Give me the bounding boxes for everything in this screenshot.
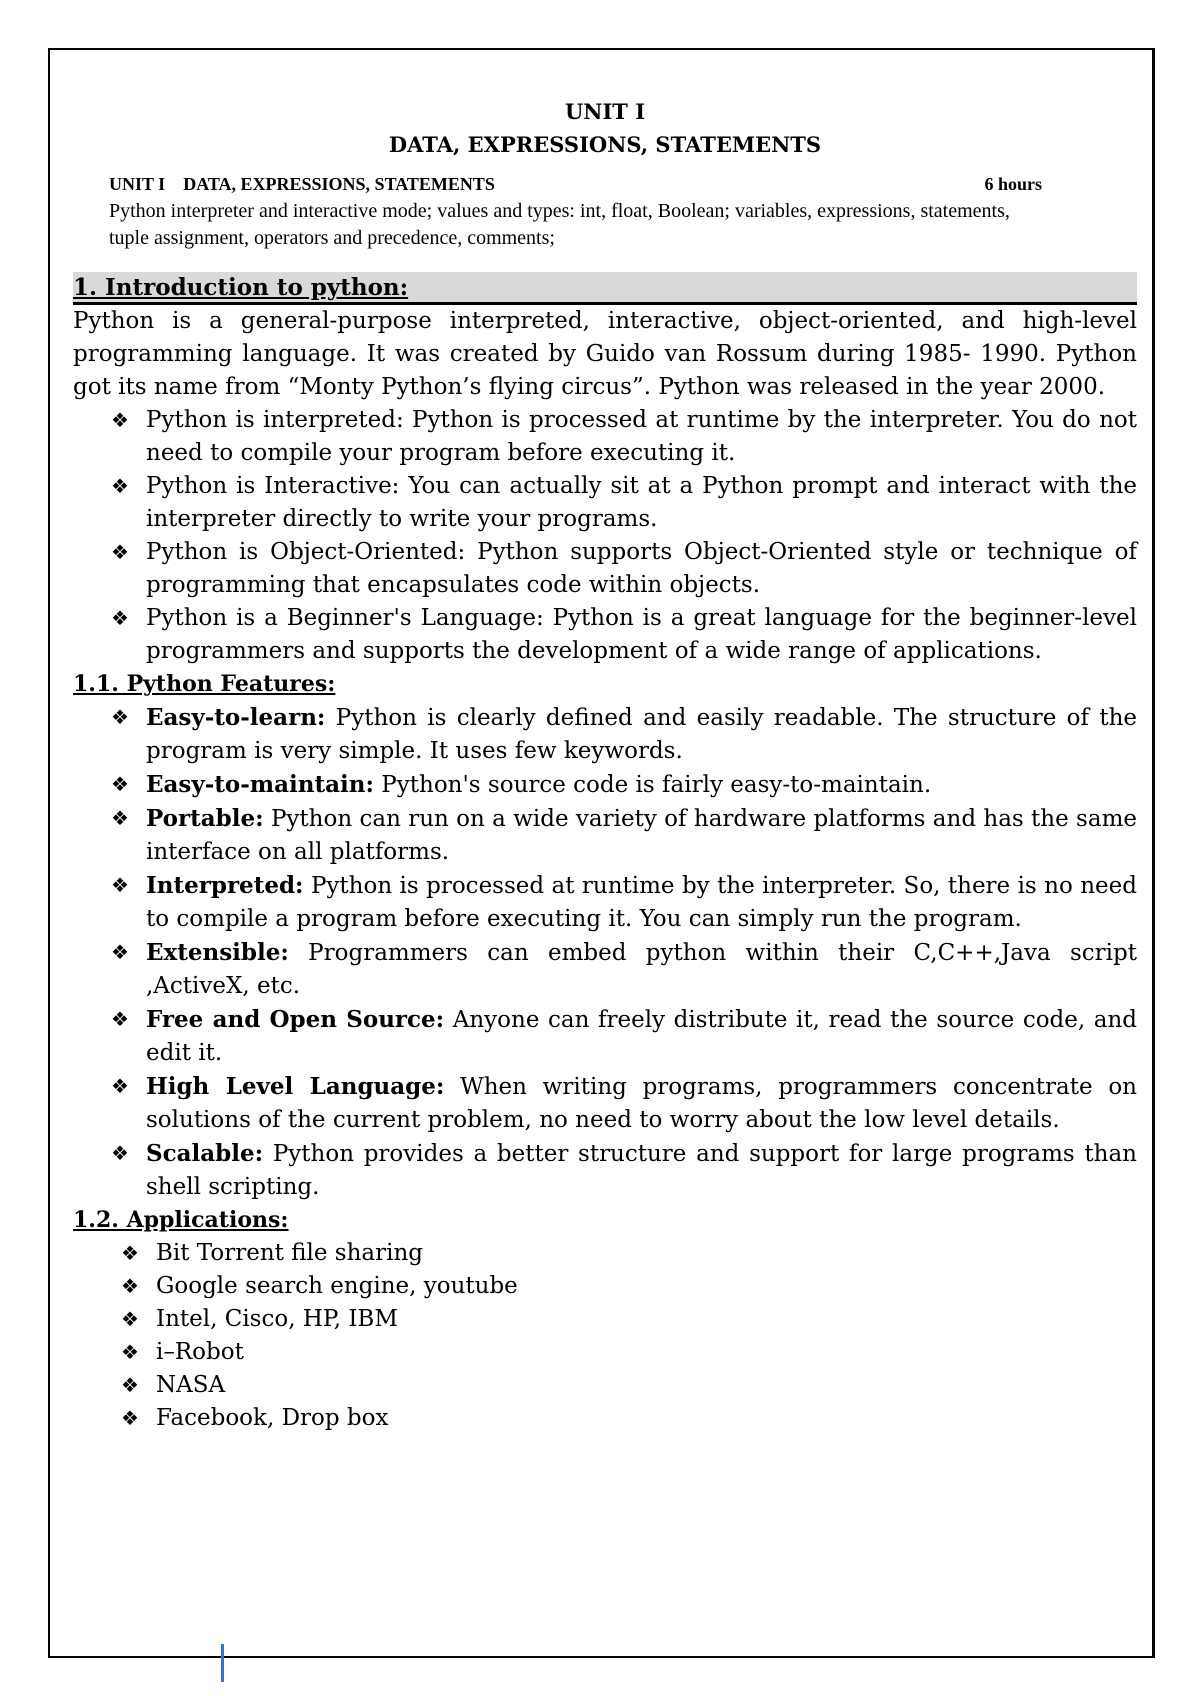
list-item: ❖ Google search engine, youtube [73, 1270, 1137, 1303]
list-item: ❖ Extensible: Programmers can embed python within their C,C++,Java script ,ActiveX, etc. [73, 936, 1137, 1003]
section-heading-applications: 1.2. Applications: [73, 1207, 289, 1233]
list-item: ❖ Free and Open Source: Anyone can freely distribute it, read the source code, and edit it. [73, 1003, 1137, 1070]
intro-bullet-list [73, 404, 1137, 668]
diamond-bullet-icon: ❖ [111, 940, 129, 964]
diamond-bullet-icon: ❖ [121, 1274, 139, 1298]
list-item: ❖ Portable: Python can run on a wide variety of hardware platforms and has the same interface on all platforms. [73, 802, 1137, 869]
diamond-bullet-icon: ❖ [121, 1340, 139, 1364]
intro-paragraph: Python is a general-purpose interpreted, interactive, object-oriented, and high-level programming language. It was created by Guido van Rossum during 1985- 1990. Python got its name from “Monty Python’s flying circus”. Python was released in the year 2000. [73, 308, 1137, 400]
diamond-bullet-icon: ❖ [121, 1373, 139, 1397]
diamond-bullet-icon: ❖ [121, 1406, 139, 1430]
list-item: ❖ Interpreted: Python is processed at runtime by the interpreter. So, there is no need to compile a program before executing it. You can simply run the program. [73, 869, 1137, 936]
list-item: ❖ Python is Interactive: You can actually sit at a Python prompt and interact with the interpreter directly to write your programs. [73, 470, 1137, 536]
syllabus-unit-label: UNIT I DATA, EXPRESSIONS, STATEMENTS [109, 174, 495, 194]
unit-heading: UNIT I [564, 99, 646, 124]
diamond-bullet-icon: ❖ [111, 408, 129, 432]
list-item: ❖ Bit Torrent file sharing [73, 1237, 1137, 1270]
list-item: ❖ Scalable: Python provides a better structure and support for large programs than shell scripting. [73, 1137, 1137, 1204]
applications-list [73, 1237, 1137, 1435]
diamond-bullet-icon: ❖ [111, 1007, 129, 1031]
syllabus-topics: Python interpreter and interactive mode; values and types: int, float, Boolean; variables, expressions, statements, tuple assignment, operators and precedence, comments; [109, 200, 1010, 249]
syllabus-hours: 6 hours [984, 174, 1042, 194]
list-item: ❖ i–Robot [73, 1336, 1137, 1369]
text-cursor [221, 1644, 224, 1682]
list-item: ❖ High Level Language: When writing programs, programmers concentrate on solutions of the current problem, no need to worry about the low level details. [73, 1070, 1137, 1137]
features-list [73, 701, 1137, 1204]
list-item: ❖ NASA [73, 1369, 1137, 1402]
diamond-bullet-icon: ❖ [111, 806, 129, 830]
diamond-bullet-icon: ❖ [111, 540, 129, 564]
diamond-bullet-icon: ❖ [111, 705, 129, 729]
diamond-bullet-icon: ❖ [111, 873, 129, 897]
diamond-bullet-icon: ❖ [121, 1307, 139, 1331]
list-item: ❖ Python is a Beginner's Language: Python is a great language for the beginner-level programmers and supports the development of a wide range of applications. [73, 602, 1137, 668]
document-content [73, 95, 1137, 1435]
list-item: ❖ Python is interpreted: Python is processed at runtime by the interpreter. You do not need to compile your program before executing it. [73, 404, 1137, 470]
list-item: ❖ Easy-to-learn: Python is clearly defined and easily readable. The structure of the program is very simple. It uses few keywords. [73, 701, 1137, 768]
list-item: ❖ Intel, Cisco, HP, IBM [73, 1303, 1137, 1336]
diamond-bullet-icon: ❖ [111, 1141, 129, 1165]
list-item: ❖ Easy-to-maintain: Python's source code is fairly easy-to-maintain. [73, 768, 1137, 802]
diamond-bullet-icon: ❖ [111, 474, 129, 498]
unit-title: DATA, EXPRESSIONS, STATEMENTS [388, 132, 822, 157]
syllabus-block [109, 171, 1044, 252]
diamond-bullet-icon: ❖ [121, 1241, 139, 1265]
section-heading-features: 1.1. Python Features: [73, 671, 336, 697]
diamond-bullet-icon: ❖ [111, 1074, 129, 1098]
syllabus-header [109, 171, 1044, 198]
diamond-bullet-icon: ❖ [111, 772, 129, 796]
diamond-bullet-icon: ❖ [111, 606, 129, 630]
list-item: ❖ Python is Object-Oriented: Python supports Object-Oriented style or technique of programming that encapsulates code within objects. [73, 536, 1137, 602]
section-heading-introduction: 1. Introduction to python: [73, 272, 1137, 305]
list-item: ❖ Facebook, Drop box [73, 1402, 1137, 1435]
